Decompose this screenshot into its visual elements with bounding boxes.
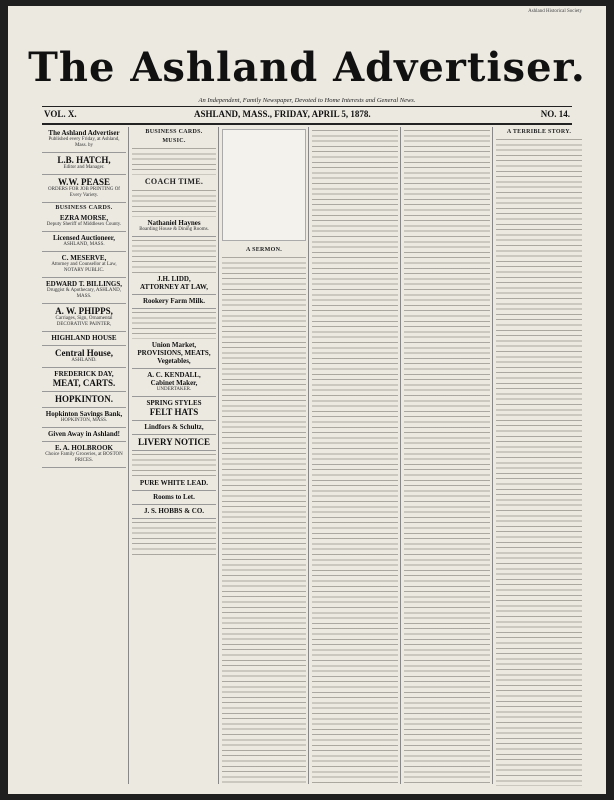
ad-title: EDWARD T. BILLINGS, xyxy=(46,280,122,288)
newspaper-page xyxy=(8,6,606,794)
ad-title: A. W. PHIPPS, xyxy=(55,306,113,316)
ad-hobbs xyxy=(132,505,216,519)
ad-text: ATTORNEY AT LAW, xyxy=(139,283,208,291)
ad-rooms xyxy=(132,491,216,505)
blank-space xyxy=(222,129,306,241)
ad-title: Nathaniel Haynes xyxy=(147,219,201,227)
ad-given-away xyxy=(42,428,126,442)
ad-title: J.H. LIDD, xyxy=(157,275,191,283)
volume-label: VOL. X. xyxy=(44,109,77,119)
text-block xyxy=(132,237,216,273)
dateline xyxy=(44,109,570,121)
ad-title: J. S. HOBBS & CO. xyxy=(143,507,205,515)
corner-note: Ashland Historical Society xyxy=(528,9,582,14)
column-1 xyxy=(42,127,126,786)
ad-lidd xyxy=(132,273,216,295)
place-date: ASHLAND, MASS., FRIDAY, APRIL 5, 1878. xyxy=(194,109,371,119)
text-block xyxy=(132,145,216,175)
ad-title: Hopkinton Savings Bank, xyxy=(45,410,123,418)
ad-text: UNDERTAKER. xyxy=(156,387,192,392)
ad-title: HOPKINTON. xyxy=(54,394,114,404)
text-block xyxy=(132,451,216,477)
ad-hatch xyxy=(42,153,126,175)
ad-title: HIGHLAND HOUSE xyxy=(51,334,117,342)
ad-text: Cabinet Maker, xyxy=(150,379,198,387)
article-text xyxy=(222,254,306,786)
article-text xyxy=(404,127,490,786)
bottom-rule xyxy=(42,123,572,125)
ad-lindfors xyxy=(132,421,216,435)
text-block xyxy=(132,519,216,559)
ad-title: Lindfors & Schultz, xyxy=(144,423,204,431)
ad-title: Rooms to Let. xyxy=(153,493,195,501)
ad-pease xyxy=(42,175,126,203)
ad-meserve xyxy=(42,252,126,278)
column-rule xyxy=(218,127,219,784)
ad-publisher xyxy=(42,127,126,153)
ad-title: Central House, xyxy=(55,348,113,358)
ad-kendall xyxy=(132,369,216,397)
column-2 xyxy=(132,127,216,786)
ad-morse xyxy=(42,212,126,232)
ad-title: L.B. HATCH, xyxy=(57,155,111,165)
column-3 xyxy=(222,127,306,786)
ad-title: E. A. HOLBROOK xyxy=(55,444,113,452)
column-6 xyxy=(496,127,582,786)
ad-text: NOTARY PUBLIC. xyxy=(63,268,105,273)
ad-union-market xyxy=(132,339,216,369)
ad-title: C. MESERVE, xyxy=(61,254,107,262)
ad-white-lead xyxy=(132,477,216,491)
column-rule xyxy=(308,127,309,784)
masthead-tagline: An Independent, Family Newspaper, Devoted to Home Interests and General News. xyxy=(198,97,416,104)
column-rule xyxy=(128,127,129,784)
ad-text: Published every Friday, at Ashland, Mass. by xyxy=(48,137,120,148)
ad-phipps xyxy=(42,304,126,332)
ad-spring-styles xyxy=(132,397,216,421)
ad-hopkinton xyxy=(42,392,126,408)
ad-title: FREDERICK DAY, xyxy=(54,370,114,378)
section-head: BUSINESS CARDS. xyxy=(145,129,203,135)
article-text xyxy=(496,136,582,786)
ad-text: Druggist & Apothecary, ASHLAND, MASS. xyxy=(47,288,121,299)
column-rule xyxy=(400,127,401,784)
ad-title: LIVERY NOTICE xyxy=(137,437,211,447)
top-rule xyxy=(42,106,572,107)
text-block xyxy=(132,187,216,217)
ad-title: W.W. PEASE xyxy=(57,177,111,187)
ad-haynes xyxy=(132,217,216,237)
ad-auctioneer xyxy=(42,232,126,252)
ad-title: Licensed Auctioneer, xyxy=(53,234,115,242)
text-block xyxy=(132,309,216,339)
ad-holbrook xyxy=(42,442,126,468)
column-4 xyxy=(312,127,398,786)
ad-text: Deputy Sheriff of Middlesex County. xyxy=(46,222,122,227)
ad-text: Choice Family Groceries, at BOSTON PRICES. xyxy=(45,452,123,463)
ad-text: HOPKINTON, MASS. xyxy=(60,418,108,423)
ad-title: EZRA MORSE, xyxy=(59,214,109,222)
ad-text: MEAT, CARTS. xyxy=(52,378,116,388)
ad-frederick-day xyxy=(42,368,126,392)
ad-text: PROVISIONS, MEATS, Vegetables, xyxy=(137,349,211,365)
ad-text: ORDERS FOR JOB PRINTING Of Every Variety. xyxy=(48,187,120,198)
ad-title: Given Away in Ashland! xyxy=(47,430,121,438)
ad-title: Rookery Farm Milk. xyxy=(142,297,205,305)
column-rule xyxy=(492,127,493,784)
ad-text: Editor and Manager. xyxy=(63,165,105,170)
masthead-title: The Ashland Advertiser. xyxy=(28,44,586,91)
ad-highland-house xyxy=(42,332,126,346)
section-head: MUSIC. xyxy=(162,138,186,144)
ad-text: Boarding House & Dining Rooms. xyxy=(139,227,209,232)
ad-text: ASHLAND. xyxy=(71,358,97,363)
ad-savings-bank xyxy=(42,408,126,428)
article-text xyxy=(312,127,398,786)
ad-title: A. C. KENDALL, xyxy=(147,371,201,379)
section-head: BUSINESS CARDS. xyxy=(55,205,113,211)
ad-central-house xyxy=(42,346,126,368)
article-head: A SERMON. xyxy=(245,247,283,253)
issue-number: NO. 14. xyxy=(540,109,570,119)
ad-billings xyxy=(42,278,126,304)
ad-text: FELT HATS xyxy=(149,407,199,417)
column-5 xyxy=(404,127,490,786)
article-head: A TERRIBLE STORY. xyxy=(506,129,572,135)
ad-title: SPRING STYLES xyxy=(146,399,202,407)
ad-title: Union Market, xyxy=(151,341,197,349)
ad-rookery-farm xyxy=(132,295,216,309)
section-head: COACH TIME. xyxy=(144,177,204,186)
ad-livery xyxy=(132,435,216,451)
ad-text: Attorney and Counsellor at Law, xyxy=(51,262,117,267)
ad-title: The Ashland Advertiser xyxy=(48,129,120,137)
ad-title: PURE WHITE LEAD. xyxy=(139,479,209,487)
ad-text: Carriages, Sign, Ornamental DECORATIVE PAINTER, xyxy=(55,316,113,327)
ad-text: ASHLAND, MASS. xyxy=(63,242,105,247)
